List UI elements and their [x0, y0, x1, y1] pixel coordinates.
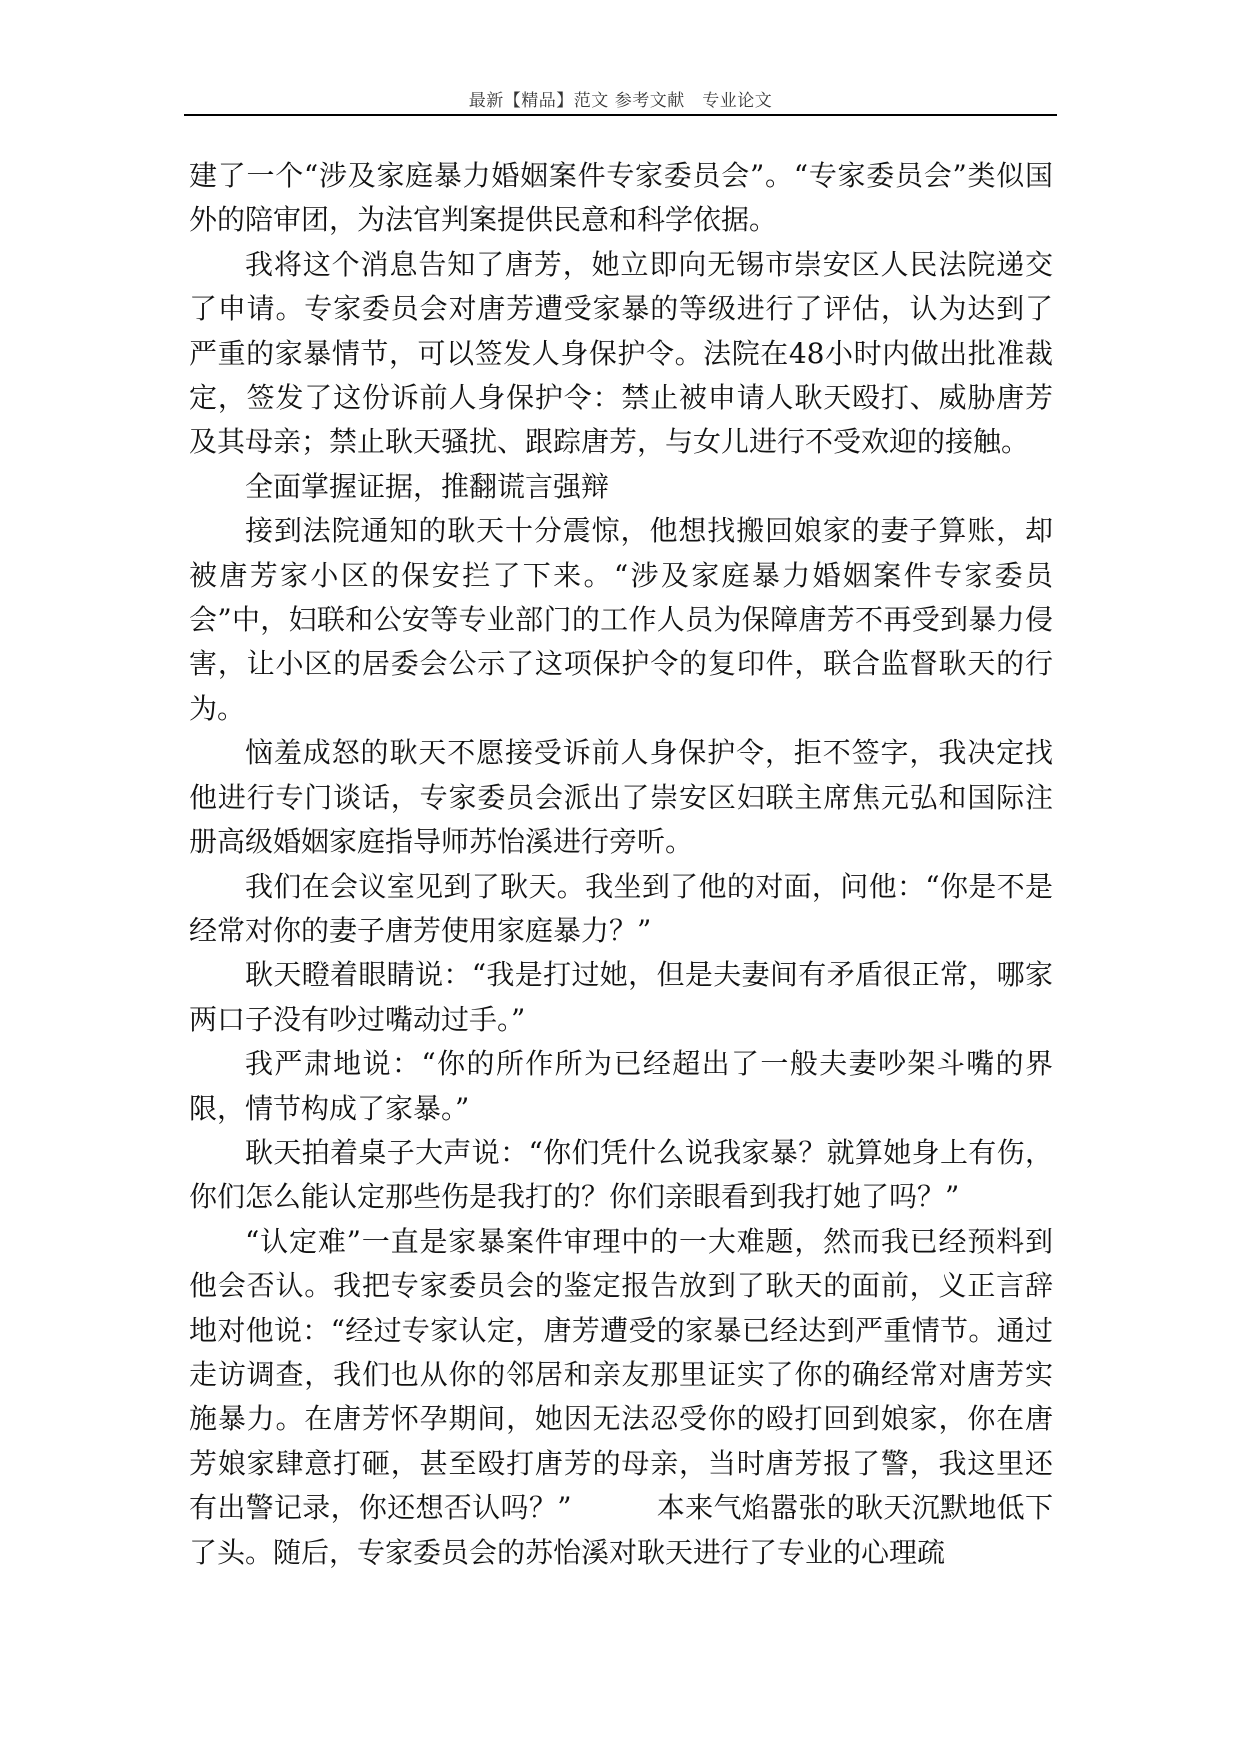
paragraph: 接到法院通知的耿天十分震惊，他想找搬回娘家的妻子算账，却被唐芳家小区的保安拦了下来。“涉及家庭暴力婚姻案件专家委员会”中，妇联和公安等专业部门的工作人员为保障唐芳不再受到暴力侵害，让小区的居委会公示了这项保护令的复印件，联合监督耿天的行为。: [189, 514, 1053, 725]
paragraph: 我将这个消息告知了唐芳，她立即向无锡市崇安区人民法院递交了申请。专家委员会对唐芳遭受家暴的等级进行了评估，认为达到了严重的家暴情节，可以签发人身保护令。法院在48小时内做出批准裁定，签发了这份诉前人身保护令：禁止被申请人耿天殴打、威胁唐芳及其母亲；禁止耿天骚扰、跟踪唐芳，与女儿进行不受欢迎的接触。: [189, 247, 1053, 459]
header-divider: [184, 114, 1057, 116]
paragraph: 恼羞成怒的耿天不愿接受诉前人身保护令，拒不签字，我决定找他进行专门谈话，专家委员会派出了崇安区妇联主席焦元弘和国际注册高级婚姻家庭指导师苏怡溪进行旁听。: [189, 736, 1053, 859]
paragraph: 我严肃地说：“你的所作所为已经超出了一般夫妻吵架斗嘴的界限，情节构成了家暴。”: [189, 1047, 1053, 1125]
paragraph: 耿天瞪着眼睛说：“我是打过她，但是夫妻间有矛盾很正常，哪家两口子没有吵过嘴动过手。”: [189, 958, 1053, 1036]
paragraph-continued: 建了一个“涉及家庭暴力婚姻案件专家委员会”。“专家委员会”类似国外的陪审团，为法官判案提供民意和科学依据。: [189, 159, 1053, 237]
paragraph: 耿天拍着桌子大声说：“你们凭什么说我家暴？就算她身上有伤，你们怎么能认定那些伤是我打的？你们亲眼看到我打她了吗？”: [189, 1135, 1053, 1214]
document-body: [189, 154, 1053, 1575]
section-heading: 全面掌握证据，推翻谎言强辩: [245, 469, 610, 503]
paragraph: “认定难”一直是家暴案件审理中的一大难题，然而我已经预料到他会否认。我把专家委员会的鉴定报告放到了耿天的面前，义正言辞地对他说：“经过专家认定，唐芳遭受的家暴已经达到严重情节。通过走访调查，我们也从你的邻居和亲友那里证实了你的确经常对唐芳实施暴力。在唐芳怀孕期间，她因无法忍受你的殴打回到娘家，你在唐芳娘家肆意打砸，甚至殴打唐芳的母亲，当时唐芳报了警，我这里还有出警记录，你还想否认吗？” 本来气焰嚣张的耿天沉默地低下了头。随后，专家委员会的苏怡溪对耿天进行了专业的心理疏: [189, 1224, 1053, 1569]
paragraph: 我们在会议室见到了耿天。我坐到了他的对面，问他：“你是不是经常对你的妻子唐芳使用家庭暴力？”: [189, 869, 1053, 947]
page-header: 最新【精品】范文 参考文献 专业论文: [468, 91, 773, 111]
